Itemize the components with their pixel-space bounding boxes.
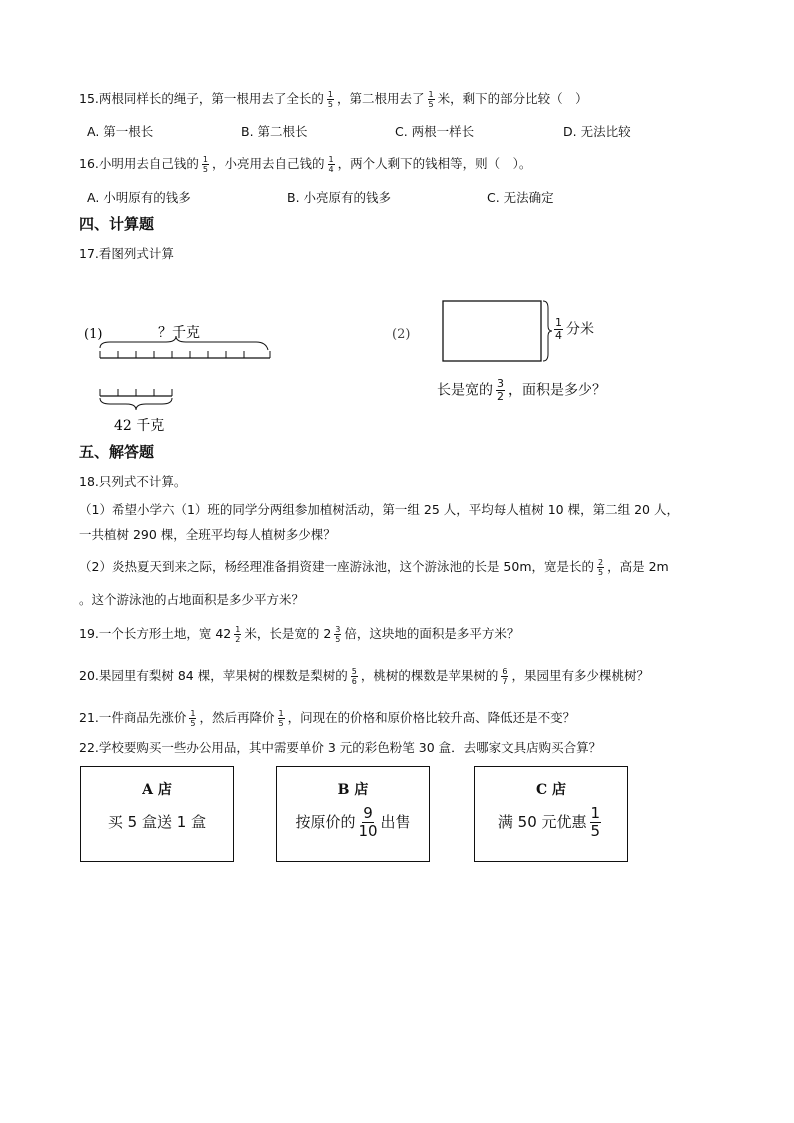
segment-ticks [100, 351, 270, 358]
q18-part1-line1: （1）希望小学六（1）班的同学分两组参加植树活动，第一组 25 人，平均每人植树 10 棵，第二组 20 人， [79, 502, 679, 517]
q17-title: 17.看图列式计算 [79, 246, 174, 261]
store-c-card [474, 766, 628, 862]
bottom-brace [100, 398, 172, 410]
store-c-name: C 店 [535, 782, 567, 798]
q16-stem: 16.小明用去自己钱的 $\frac{1}{5}$ ，小亮用去自己钱的 $\frac{1}{4}$ ，两个人剩下的钱相等，则（ ）。 [79, 155, 532, 174]
q15-option-a[interactable]: A. 第一根长 [87, 124, 154, 139]
store-b-card [276, 766, 430, 862]
q15-stem: 15.两根同样长的绳子，第一根用去了全长的 $\frac{1}{5}$ ，第二根用去了 $\frac{1}{5}$ 米，剩下的部分比较（ ） [79, 90, 588, 109]
unknown-weight-label: ？千克 [158, 325, 200, 341]
known-weight-label: 42 千克 [114, 418, 165, 434]
figure-2-number: (2) [392, 327, 411, 342]
rectangle-caption: 长是宽的 $\frac{3}{2}$ ，面积是多少？ [437, 377, 606, 403]
width-label: $\frac{1}{4}$ 分米 [555, 316, 594, 342]
store-c-offer: 满 50 元优惠 $\frac{1}{5}$ [497, 804, 601, 840]
q16-option-a[interactable]: A. 小明原有的钱多 [87, 190, 191, 205]
q16-option-c[interactable]: C. 无法确定 [487, 190, 554, 205]
lower-segment-ticks [100, 389, 172, 396]
segment-diagram [80, 318, 280, 438]
section-heading-calculation: 四、计算题 [79, 215, 155, 233]
store-b-name: B 店 [337, 782, 369, 798]
figure-1-number: (1) [84, 327, 103, 342]
q16-option-b[interactable]: B. 小亮原有的钱多 [287, 190, 392, 205]
q20-stem: 20.果园里有梨树 84 棵，苹果树的棵数是梨树的 $\frac{5}{6}$ ，桃树的棵数是苹果树的 $\frac{6}{7}$ ，果园里有多少棵桃树？ [79, 667, 649, 686]
q18-part2-line2: 。这个游泳池的占地面积是多少平方米？ [79, 592, 305, 607]
q18-part1-line2: 一共植树 290 棵，全班平均每人植树多少棵？ [79, 527, 336, 542]
rectangle-diagram [386, 296, 646, 366]
q22-stem: 22.学校要购买一些办公用品，其中需要单价 3 元的彩色粉笔 30 盒．去哪家文具店购买合算？ [79, 740, 602, 755]
q18-title: 18.只列式不计算。 [79, 474, 187, 489]
section-heading-problems: 五、解答题 [79, 443, 155, 461]
q15-option-b[interactable]: B. 第二根长 [241, 124, 308, 139]
q15-option-d[interactable]: D. 无法比较 [563, 124, 631, 139]
rectangle-shape [443, 301, 541, 361]
store-a-name: A 店 [142, 782, 172, 798]
store-b-offer: 按原价的 $\frac{9}{10}$ 出售 [295, 804, 411, 840]
q19-stem: 19.一个长方形土地，宽 42 $\frac{1}{2}$ 米，长是宽的 2 $\frac{3}{5}$ 倍，这块地的面积是多平方米？ [79, 625, 520, 644]
q18-part2-line1: （2）炎热夏天到来之际，杨经理准备捐资建一座游泳池，这个游泳池的长是 50m，宽是长的 $\frac{2}{5}$ ，高是 2m [79, 558, 669, 577]
store-a-card [80, 766, 234, 862]
q15-option-c[interactable]: C. 两根一样长 [395, 124, 475, 139]
q21-stem: 21.一件商品先涨价 $\frac{1}{5}$ ，然后再降价 $\frac{1}{5}$ ，问现在的价格和原价格比较升高、降低还是不变？ [79, 709, 576, 728]
store-a-offer: 买 5 盒送 1 盒 [107, 813, 207, 831]
